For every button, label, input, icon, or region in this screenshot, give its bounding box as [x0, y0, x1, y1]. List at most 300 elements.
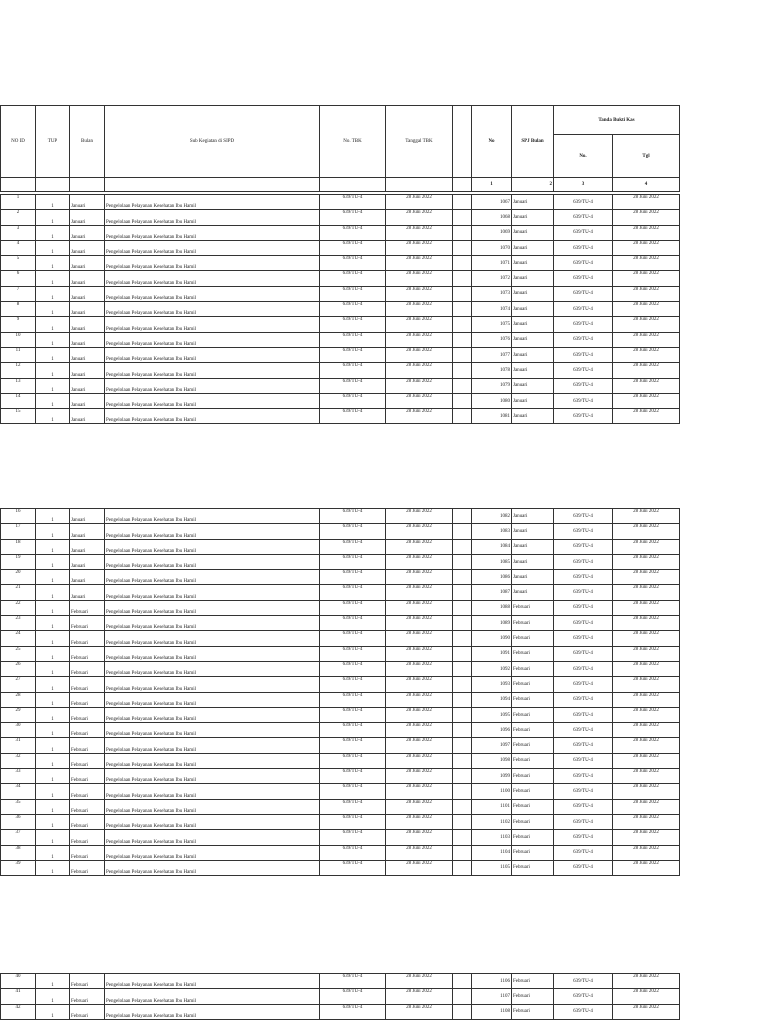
cell-tbk-no: 639/TU-4: [554, 814, 613, 829]
cell-spj-bulan: Januari: [512, 409, 554, 424]
cell-no-id: 6: [1, 271, 36, 286]
cell-no: 1077: [472, 347, 512, 362]
cell-no: 1095: [472, 707, 512, 722]
cell-sub-kegiatan: Pengelolaan Pelayanan Kesehatan Ibu Hamil: [105, 600, 320, 615]
table-row: [1, 814, 680, 829]
data-table-section-2: [0, 508, 680, 876]
cell-spj-bulan: Januari: [512, 570, 554, 585]
cell-empty: [453, 509, 472, 524]
cell-bulan: Februari: [70, 707, 105, 722]
cell-no-tbk: 639/TU-4: [320, 393, 386, 408]
cell-bulan: Februari: [70, 814, 105, 829]
table-row: [1, 240, 680, 255]
header-sub-kegiatan: Sub Kegiatan di SIPD: [105, 106, 320, 178]
cell-tbk-no: 639/TU-4: [554, 616, 613, 631]
cell-no-id: 15: [1, 409, 36, 424]
table-row: [1, 570, 680, 585]
cell-tup: 1: [36, 363, 70, 378]
cell-sub-kegiatan: Pengelolaan Pelayanan Kesehatan Ibu Hamil: [105, 271, 320, 286]
table-row: [1, 363, 680, 378]
cell-spj-bulan: Februari: [512, 989, 554, 1004]
cell-tanggal-tbk: 28 Juni 2022: [386, 830, 453, 845]
cell-bulan: Februari: [70, 769, 105, 784]
table-row: [1, 616, 680, 631]
cell-no-tbk: 639/TU-4: [320, 661, 386, 676]
cell-no-id: 24: [1, 631, 36, 646]
cell-no-tbk: 639/TU-4: [320, 989, 386, 1004]
header-tbk-tgl: Tgl: [613, 135, 680, 178]
cell-no: 1074: [472, 302, 512, 317]
cell-no-id: 22: [1, 600, 36, 615]
cell-tbk-tgl: 28 Juni 2022: [613, 753, 680, 768]
cell-tup: 1: [36, 1004, 70, 1019]
cell-no: 1094: [472, 692, 512, 707]
cell-tbk-no: 639/TU-4: [554, 723, 613, 738]
cell-tanggal-tbk: 28 Juni 2022: [386, 784, 453, 799]
cell-no-id: 2: [1, 210, 36, 225]
cell-no: 1105: [472, 860, 512, 875]
cell-spj-bulan: Januari: [512, 286, 554, 301]
cell-empty: [453, 240, 472, 255]
table-row: [1, 271, 680, 286]
cell-tanggal-tbk: 28 Juni 2022: [386, 210, 453, 225]
cell-no-id: 1: [1, 195, 36, 210]
table-row: [1, 661, 680, 676]
cell-tup: 1: [36, 225, 70, 240]
cell-spj-bulan: Januari: [512, 347, 554, 362]
cell-sub-kegiatan: Pengelolaan Pelayanan Kesehatan Ibu Hamil: [105, 286, 320, 301]
cell-tanggal-tbk: 28 Juni 2022: [386, 799, 453, 814]
cell-no-tbk: 639/TU-4: [320, 738, 386, 753]
cell-bulan: Januari: [70, 302, 105, 317]
cell-spj-bulan: Februari: [512, 860, 554, 875]
table-row: [1, 225, 680, 240]
cell-tbk-tgl: 28 Juni 2022: [613, 378, 680, 393]
table-row: [1, 1004, 680, 1019]
cell-no-id: 25: [1, 646, 36, 661]
cell-no-id: 42: [1, 1004, 36, 1019]
cell-empty: [453, 631, 472, 646]
cell-tup: 1: [36, 677, 70, 692]
cell-tbk-no: 639/TU-4: [554, 677, 613, 692]
cell-no: 1078: [472, 363, 512, 378]
cell-no-tbk: 639/TU-4: [320, 409, 386, 424]
cell-no: 1084: [472, 539, 512, 554]
cell-tup: 1: [36, 723, 70, 738]
cell-no: 1075: [472, 317, 512, 332]
cell-bulan: Januari: [70, 332, 105, 347]
cell-sub-kegiatan: Pengelolaan Pelayanan Kesehatan Ibu Hamil: [105, 646, 320, 661]
cell-tanggal-tbk: 28 Juni 2022: [386, 539, 453, 554]
table-row: [1, 347, 680, 362]
cell-tup: 1: [36, 692, 70, 707]
table-row: [1, 799, 680, 814]
cell-bulan: Februari: [70, 1004, 105, 1019]
cell-no-tbk: 639/TU-4: [320, 570, 386, 585]
cell-tbk-no: 639/TU-4: [554, 631, 613, 646]
cell-tbk-no: 639/TU-4: [554, 860, 613, 875]
cell-tup: 1: [36, 845, 70, 860]
cell-no: 1107: [472, 989, 512, 1004]
cell-no-id: 26: [1, 661, 36, 676]
cell-tbk-tgl: 28 Juni 2022: [613, 830, 680, 845]
cell-sub-kegiatan: Pengelolaan Pelayanan Kesehatan Ibu Hamil: [105, 707, 320, 722]
cell-tbk-no: 639/TU-4: [554, 317, 613, 332]
cell-sub-kegiatan: Pengelolaan Pelayanan Kesehatan Ibu Hamil: [105, 631, 320, 646]
cell-no: 1068: [472, 210, 512, 225]
cell-spj-bulan: Januari: [512, 195, 554, 210]
num-cell-empty: [453, 178, 472, 192]
cell-tbk-tgl: 28 Juni 2022: [613, 347, 680, 362]
header-empty: [453, 106, 472, 178]
cell-sub-kegiatan: Pengelolaan Pelayanan Kesehatan Ibu Hamil: [105, 845, 320, 860]
cell-spj-bulan: Februari: [512, 677, 554, 692]
cell-bulan: Februari: [70, 753, 105, 768]
cell-tanggal-tbk: 28 Juni 2022: [386, 860, 453, 875]
cell-no-id: 17: [1, 524, 36, 539]
cell-no: 1071: [472, 256, 512, 271]
table-row: [1, 524, 680, 539]
cell-tup: 1: [36, 600, 70, 615]
cell-no-id: 38: [1, 845, 36, 860]
table-row: [1, 302, 680, 317]
cell-tbk-no: 639/TU-4: [554, 225, 613, 240]
cell-no-id: 7: [1, 286, 36, 301]
cell-empty: [453, 830, 472, 845]
cell-tup: 1: [36, 753, 70, 768]
cell-tbk-tgl: 28 Juni 2022: [613, 769, 680, 784]
cell-bulan: Januari: [70, 195, 105, 210]
cell-empty: [453, 317, 472, 332]
cell-tbk-no: 639/TU-4: [554, 1004, 613, 1019]
cell-no: 1108: [472, 1004, 512, 1019]
cell-no-tbk: 639/TU-4: [320, 271, 386, 286]
cell-tbk-tgl: 28 Juni 2022: [613, 1004, 680, 1019]
cell-no-tbk: 639/TU-4: [320, 677, 386, 692]
cell-tbk-tgl: 28 Juni 2022: [613, 240, 680, 255]
cell-sub-kegiatan: Pengelolaan Pelayanan Kesehatan Ibu Hamil: [105, 784, 320, 799]
cell-no-id: 13: [1, 378, 36, 393]
cell-empty: [453, 860, 472, 875]
cell-spj-bulan: Februari: [512, 799, 554, 814]
cell-bulan: Januari: [70, 409, 105, 424]
cell-sub-kegiatan: Pengelolaan Pelayanan Kesehatan Ibu Hamil: [105, 554, 320, 569]
cell-tup: 1: [36, 393, 70, 408]
cell-spj-bulan: Januari: [512, 378, 554, 393]
cell-sub-kegiatan: Pengelolaan Pelayanan Kesehatan Ibu Hamil: [105, 692, 320, 707]
cell-empty: [453, 585, 472, 600]
cell-tup: 1: [36, 799, 70, 814]
cell-no-tbk: 639/TU-4: [320, 225, 386, 240]
cell-empty: [453, 661, 472, 676]
cell-no: 1102: [472, 814, 512, 829]
cell-sub-kegiatan: Pengelolaan Pelayanan Kesehatan Ibu Hamil: [105, 332, 320, 347]
cell-sub-kegiatan: Pengelolaan Pelayanan Kesehatan Ibu Hamil: [105, 1004, 320, 1019]
cell-bulan: Februari: [70, 692, 105, 707]
cell-tanggal-tbk: 28 Juni 2022: [386, 738, 453, 753]
cell-no: 1104: [472, 845, 512, 860]
cell-tbk-no: 639/TU-4: [554, 784, 613, 799]
cell-no-id: 29: [1, 707, 36, 722]
cell-tbk-tgl: 28 Juni 2022: [613, 332, 680, 347]
cell-sub-kegiatan: Pengelolaan Pelayanan Kesehatan Ibu Hamil: [105, 677, 320, 692]
cell-tbk-no: 639/TU-4: [554, 585, 613, 600]
cell-tbk-tgl: 28 Juni 2022: [613, 225, 680, 240]
cell-no-tbk: 639/TU-4: [320, 210, 386, 225]
cell-bulan: Januari: [70, 240, 105, 255]
cell-tanggal-tbk: 28 Juni 2022: [386, 317, 453, 332]
table-row: [1, 256, 680, 271]
cell-empty: [453, 256, 472, 271]
cell-bulan: Januari: [70, 393, 105, 408]
cell-tbk-tgl: 28 Juni 2022: [613, 570, 680, 585]
cell-sub-kegiatan: Pengelolaan Pelayanan Kesehatan Ibu Hamil: [105, 585, 320, 600]
cell-bulan: Januari: [70, 570, 105, 585]
cell-tup: 1: [36, 707, 70, 722]
cell-empty: [453, 738, 472, 753]
cell-no: 1088: [472, 600, 512, 615]
cell-no: 1098: [472, 753, 512, 768]
cell-tup: 1: [36, 769, 70, 784]
cell-tbk-tgl: 28 Juni 2022: [613, 799, 680, 814]
cell-empty: [453, 302, 472, 317]
cell-no-id: 40: [1, 974, 36, 989]
cell-tbk-no: 639/TU-4: [554, 738, 613, 753]
cell-tbk-no: 639/TU-4: [554, 692, 613, 707]
cell-bulan: Februari: [70, 738, 105, 753]
cell-bulan: Februari: [70, 631, 105, 646]
cell-no-tbk: 639/TU-4: [320, 195, 386, 210]
cell-no: 1097: [472, 738, 512, 753]
table-row: [1, 677, 680, 692]
cell-empty: [453, 554, 472, 569]
cell-tbk-tgl: 28 Juni 2022: [613, 707, 680, 722]
cell-tanggal-tbk: 28 Juni 2022: [386, 378, 453, 393]
cell-tbk-tgl: 28 Juni 2022: [613, 409, 680, 424]
cell-tanggal-tbk: 28 Juni 2022: [386, 1004, 453, 1019]
cell-no-id: 37: [1, 830, 36, 845]
cell-no-id: 5: [1, 256, 36, 271]
cell-empty: [453, 784, 472, 799]
cell-empty: [453, 332, 472, 347]
cell-empty: [453, 677, 472, 692]
header-bulan: Bulan: [70, 106, 105, 178]
cell-tup: 1: [36, 554, 70, 569]
cell-no: 1100: [472, 784, 512, 799]
cell-tup: 1: [36, 524, 70, 539]
cell-no: 1076: [472, 332, 512, 347]
cell-no: 1082: [472, 509, 512, 524]
cell-tbk-no: 639/TU-4: [554, 554, 613, 569]
cell-no-tbk: 639/TU-4: [320, 974, 386, 989]
cell-tanggal-tbk: 28 Juni 2022: [386, 286, 453, 301]
cell-no-tbk: 639/TU-4: [320, 347, 386, 362]
cell-spj-bulan: Februari: [512, 1004, 554, 1019]
cell-sub-kegiatan: Pengelolaan Pelayanan Kesehatan Ibu Hamil: [105, 509, 320, 524]
cell-no: 1081: [472, 409, 512, 424]
cell-no-id: 28: [1, 692, 36, 707]
cell-no-tbk: 639/TU-4: [320, 753, 386, 768]
cell-no-id: 27: [1, 677, 36, 692]
cell-bulan: Februari: [70, 646, 105, 661]
cell-no-id: 36: [1, 814, 36, 829]
cell-spj-bulan: Februari: [512, 830, 554, 845]
cell-no: 1103: [472, 830, 512, 845]
table-row: [1, 646, 680, 661]
cell-no-id: 39: [1, 860, 36, 875]
cell-no-id: 32: [1, 753, 36, 768]
table-row: [1, 753, 680, 768]
cell-no-id: 11: [1, 347, 36, 362]
cell-tanggal-tbk: 28 Juni 2022: [386, 814, 453, 829]
cell-tbk-tgl: 28 Juni 2022: [613, 524, 680, 539]
cell-tbk-tgl: 28 Juni 2022: [613, 845, 680, 860]
cell-no-id: 35: [1, 799, 36, 814]
cell-sub-kegiatan: Pengelolaan Pelayanan Kesehatan Ibu Hamil: [105, 830, 320, 845]
header-no: No: [472, 106, 512, 178]
column-number-4: 4: [613, 178, 680, 192]
cell-tbk-tgl: 28 Juni 2022: [613, 195, 680, 210]
cell-no-tbk: 639/TU-4: [320, 539, 386, 554]
cell-tbk-tgl: 28 Juni 2022: [613, 317, 680, 332]
cell-empty: [453, 1004, 472, 1019]
cell-tbk-no: 639/TU-4: [554, 753, 613, 768]
cell-tup: 1: [36, 814, 70, 829]
cell-tup: 1: [36, 240, 70, 255]
cell-no-id: 18: [1, 539, 36, 554]
cell-no: 1083: [472, 524, 512, 539]
cell-tanggal-tbk: 28 Juni 2022: [386, 409, 453, 424]
cell-tbk-no: 639/TU-4: [554, 256, 613, 271]
cell-tanggal-tbk: 28 Juni 2022: [386, 753, 453, 768]
cell-empty: [453, 363, 472, 378]
cell-tbk-tgl: 28 Juni 2022: [613, 974, 680, 989]
cell-empty: [453, 723, 472, 738]
cell-tanggal-tbk: 28 Juni 2022: [386, 363, 453, 378]
cell-tbk-tgl: 28 Juni 2022: [613, 616, 680, 631]
cell-no: 1092: [472, 661, 512, 676]
cell-no-id: 23: [1, 616, 36, 631]
header-tanda-bukti-kas: Tanda Bukti Kas: [554, 106, 680, 135]
cell-tanggal-tbk: 28 Juni 2022: [386, 240, 453, 255]
cell-tanggal-tbk: 28 Juni 2022: [386, 600, 453, 615]
cell-empty: [453, 769, 472, 784]
cell-tup: 1: [36, 974, 70, 989]
cell-empty: [453, 600, 472, 615]
cell-no-tbk: 639/TU-4: [320, 302, 386, 317]
cell-tup: 1: [36, 286, 70, 301]
cell-no: 1091: [472, 646, 512, 661]
cell-tbk-tgl: 28 Juni 2022: [613, 677, 680, 692]
cell-sub-kegiatan: Pengelolaan Pelayanan Kesehatan Ibu Hamil: [105, 347, 320, 362]
cell-tbk-tgl: 28 Juni 2022: [613, 286, 680, 301]
cell-spj-bulan: Februari: [512, 707, 554, 722]
cell-sub-kegiatan: Pengelolaan Pelayanan Kesehatan Ibu Hamil: [105, 210, 320, 225]
cell-spj-bulan: Februari: [512, 600, 554, 615]
cell-tbk-tgl: 28 Juni 2022: [613, 646, 680, 661]
cell-sub-kegiatan: Pengelolaan Pelayanan Kesehatan Ibu Hamil: [105, 240, 320, 255]
num-cell-empty: [36, 178, 70, 192]
cell-spj-bulan: Februari: [512, 784, 554, 799]
cell-tup: 1: [36, 409, 70, 424]
cell-sub-kegiatan: Pengelolaan Pelayanan Kesehatan Ibu Hamil: [105, 974, 320, 989]
cell-empty: [453, 225, 472, 240]
data-table-section-1: [0, 194, 680, 424]
table-row: [1, 974, 680, 989]
cell-spj-bulan: Januari: [512, 225, 554, 240]
cell-empty: [453, 616, 472, 631]
cell-no-tbk: 639/TU-4: [320, 631, 386, 646]
cell-no: 1079: [472, 378, 512, 393]
cell-sub-kegiatan: Pengelolaan Pelayanan Kesehatan Ibu Hamil: [105, 738, 320, 753]
cell-bulan: Januari: [70, 271, 105, 286]
cell-no: 1080: [472, 393, 512, 408]
cell-tbk-tgl: 28 Juni 2022: [613, 738, 680, 753]
cell-tbk-no: 639/TU-4: [554, 661, 613, 676]
cell-tbk-no: 639/TU-4: [554, 570, 613, 585]
cell-tbk-no: 639/TU-4: [554, 600, 613, 615]
cell-no-tbk: 639/TU-4: [320, 509, 386, 524]
cell-tbk-no: 639/TU-4: [554, 989, 613, 1004]
cell-sub-kegiatan: Pengelolaan Pelayanan Kesehatan Ibu Hamil: [105, 378, 320, 393]
table-row: [1, 539, 680, 554]
cell-no-tbk: 639/TU-4: [320, 814, 386, 829]
cell-tbk-tgl: 28 Juni 2022: [613, 302, 680, 317]
cell-sub-kegiatan: Pengelolaan Pelayanan Kesehatan Ibu Hamil: [105, 363, 320, 378]
cell-empty: [453, 799, 472, 814]
cell-spj-bulan: Februari: [512, 692, 554, 707]
cell-bulan: Januari: [70, 286, 105, 301]
cell-no: 1089: [472, 616, 512, 631]
cell-no: 1101: [472, 799, 512, 814]
cell-bulan: Februari: [70, 661, 105, 676]
cell-no: 1067: [472, 195, 512, 210]
cell-empty: [453, 707, 472, 722]
cell-tanggal-tbk: 28 Juni 2022: [386, 570, 453, 585]
cell-spj-bulan: Januari: [512, 317, 554, 332]
cell-sub-kegiatan: Pengelolaan Pelayanan Kesehatan Ibu Hamil: [105, 225, 320, 240]
cell-no-tbk: 639/TU-4: [320, 378, 386, 393]
cell-tbk-tgl: 28 Juni 2022: [613, 585, 680, 600]
cell-tbk-no: 639/TU-4: [554, 302, 613, 317]
cell-tup: 1: [36, 738, 70, 753]
cell-no-id: 8: [1, 302, 36, 317]
cell-no-id: 34: [1, 784, 36, 799]
table-row: [1, 692, 680, 707]
cell-no: 1073: [472, 286, 512, 301]
cell-sub-kegiatan: Pengelolaan Pelayanan Kesehatan Ibu Hamil: [105, 393, 320, 408]
cell-tanggal-tbk: 28 Juni 2022: [386, 271, 453, 286]
cell-bulan: Januari: [70, 256, 105, 271]
cell-tanggal-tbk: 28 Juni 2022: [386, 195, 453, 210]
cell-tup: 1: [36, 570, 70, 585]
cell-tanggal-tbk: 28 Juni 2022: [386, 661, 453, 676]
cell-tup: 1: [36, 509, 70, 524]
header-table: [0, 105, 680, 192]
header-spj-bulan: SPJ Bulan: [512, 106, 554, 178]
cell-tanggal-tbk: 28 Juni 2022: [386, 677, 453, 692]
cell-tanggal-tbk: 28 Juni 2022: [386, 332, 453, 347]
cell-tbk-no: 639/TU-4: [554, 210, 613, 225]
cell-tanggal-tbk: 28 Juni 2022: [386, 554, 453, 569]
cell-tbk-no: 639/TU-4: [554, 409, 613, 424]
cell-no-tbk: 639/TU-4: [320, 554, 386, 569]
cell-spj-bulan: Januari: [512, 509, 554, 524]
column-number-3: 3: [554, 178, 613, 192]
cell-no-tbk: 639/TU-4: [320, 707, 386, 722]
cell-tbk-tgl: 28 Juni 2022: [613, 661, 680, 676]
cell-spj-bulan: Januari: [512, 393, 554, 408]
